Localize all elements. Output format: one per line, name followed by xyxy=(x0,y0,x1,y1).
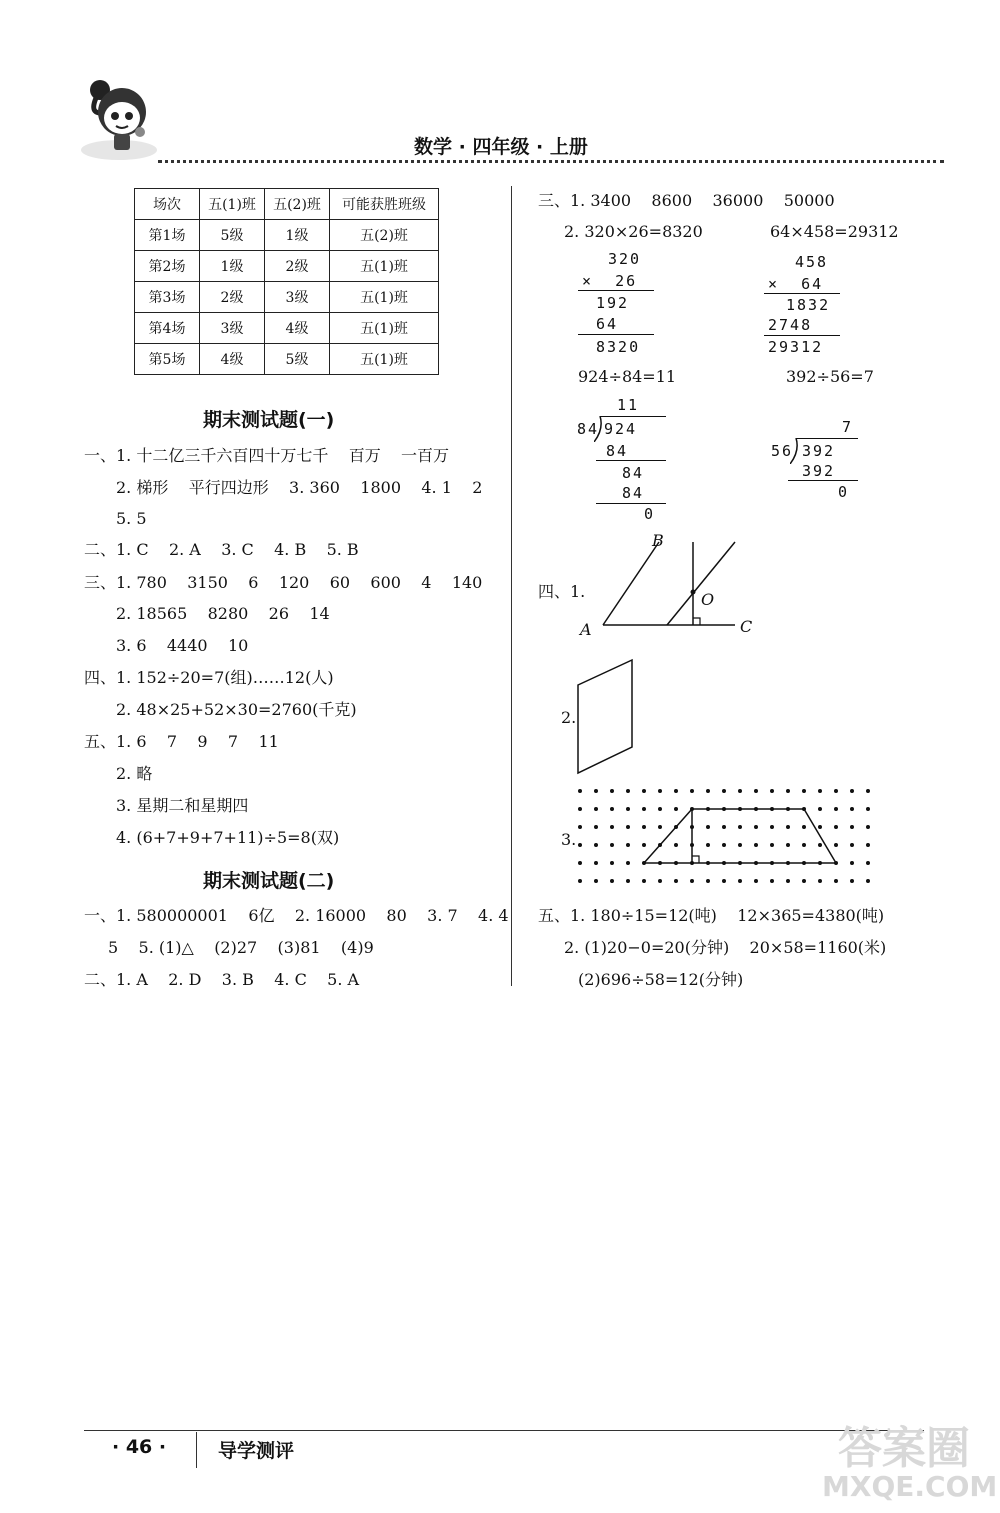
table-cell: 1级 xyxy=(265,220,330,251)
grid-dot xyxy=(642,789,646,793)
grid-dot xyxy=(578,825,582,829)
grid-dot xyxy=(626,825,630,829)
division-bracket-icon xyxy=(790,438,800,464)
grid-dot xyxy=(818,789,822,793)
answer-line: 2. (1)20−0=20(分钟) 20×58=1160(米) xyxy=(564,938,887,957)
table-cell: 4级 xyxy=(265,313,330,344)
grid-dot xyxy=(594,825,598,829)
table-cell: 五(1)班 xyxy=(330,282,439,313)
div2-rule xyxy=(788,480,858,481)
table-header-cell: 五(1)班 xyxy=(200,189,265,220)
parallelogram-figure xyxy=(572,655,642,780)
grid-dot xyxy=(610,807,614,811)
grid-dot xyxy=(706,825,710,829)
grid-dot xyxy=(770,825,774,829)
mul1-line: 8320 xyxy=(596,338,641,356)
table-cell: 4级 xyxy=(200,344,265,375)
table-cell: 5级 xyxy=(200,220,265,251)
div1-step: 84 xyxy=(622,484,645,502)
grid-dot xyxy=(722,825,726,829)
table-row xyxy=(135,344,439,375)
grid-dot xyxy=(706,789,710,793)
grid-dot xyxy=(866,825,870,829)
footer-divider xyxy=(196,1432,197,1468)
grid-dot xyxy=(834,789,838,793)
mul1-line: 320 xyxy=(608,250,642,268)
grid-dot xyxy=(850,807,854,811)
table-header-cell: 可能获胜班级 xyxy=(330,189,439,220)
table-cell: 1级 xyxy=(200,251,265,282)
answer-line: 392÷56=7 xyxy=(786,367,874,386)
div1-rule xyxy=(596,460,666,461)
grid-dot xyxy=(834,843,838,847)
grid-dot xyxy=(674,843,678,847)
grid-dot xyxy=(738,825,742,829)
grid-dot xyxy=(818,843,822,847)
div1-bar xyxy=(600,416,666,417)
table-cell: 第5场 xyxy=(135,344,200,375)
grid-dot xyxy=(594,879,598,883)
grid-dot xyxy=(626,807,630,811)
grid-dot xyxy=(626,843,630,847)
grid-dot xyxy=(610,879,614,883)
div1-quotient: 11 xyxy=(617,396,640,414)
answer-line: (2)696÷58=12(分钟) xyxy=(578,970,744,989)
grid-dot xyxy=(706,843,710,847)
grid-dot xyxy=(850,861,854,865)
column-divider xyxy=(511,186,512,986)
grid-dot xyxy=(578,789,582,793)
point-label-b: B xyxy=(652,531,664,550)
grid-dot xyxy=(610,861,614,865)
table-cell: 2级 xyxy=(265,251,330,282)
grid-dot xyxy=(786,843,790,847)
grid-dot xyxy=(610,843,614,847)
mul1-rule xyxy=(578,334,654,335)
grid-dot xyxy=(866,789,870,793)
table-header-cell: 场次 xyxy=(135,189,200,220)
table-cell: 五(1)班 xyxy=(330,344,439,375)
div2-bar xyxy=(796,438,858,439)
grid-dot xyxy=(722,843,726,847)
table-cell: 五(1)班 xyxy=(330,313,439,344)
dot-grid-trapezoid xyxy=(572,782,882,892)
answer-line: 64×458=29312 xyxy=(770,222,899,241)
table-row xyxy=(135,220,439,251)
table-row xyxy=(135,282,439,313)
mul2-line: 458 xyxy=(795,253,829,271)
grid-dot xyxy=(578,861,582,865)
grid-dot xyxy=(850,843,854,847)
answer-line: 2. 320×26=8320 xyxy=(564,222,703,241)
grid-dot xyxy=(834,825,838,829)
answer-line: 3. 星期二和星期四 xyxy=(116,796,249,815)
mul2-rule xyxy=(764,335,840,336)
answer-line: 四、1. 152÷20=7(组)……12(人) xyxy=(84,668,334,687)
grid-dot xyxy=(738,789,742,793)
table-header-row xyxy=(135,189,439,220)
watermark-url: MXQE.COM xyxy=(822,1470,998,1503)
footer-brand: 导学测评 xyxy=(218,1440,295,1462)
mul2-line: 1832 xyxy=(786,296,831,314)
grid-dot xyxy=(786,879,790,883)
grid-dot xyxy=(818,807,822,811)
table-row xyxy=(135,313,439,344)
answer-line: 三、1. 780 3150 6 120 60 600 4 140 xyxy=(84,573,483,592)
point-label-o: O xyxy=(701,590,715,609)
table-cell: 2级 xyxy=(200,282,265,313)
division-bracket-icon xyxy=(594,416,604,442)
grid-dot xyxy=(850,789,854,793)
grid-dot xyxy=(850,825,854,829)
grid-dot xyxy=(690,789,694,793)
mascot-logo-icon xyxy=(78,72,160,164)
grid-dot xyxy=(626,879,630,883)
grid-dot xyxy=(674,879,678,883)
div1-step: 84 xyxy=(606,442,629,460)
mul1-rule xyxy=(578,290,654,291)
div1-step: 84 xyxy=(622,464,645,482)
grid-dot xyxy=(642,825,646,829)
grid-dot xyxy=(594,843,598,847)
answer-line: 一、1. 580000001 6亿 2. 16000 80 3. 7 4. 4 xyxy=(84,906,509,925)
div2-step: 392 xyxy=(802,462,836,480)
grid-dot xyxy=(770,789,774,793)
answer-line: 一、1. 十二亿三千六百四十万七千 百万 一百万 xyxy=(84,446,450,465)
table-cell: 五(2)班 xyxy=(330,220,439,251)
grid-dot xyxy=(658,807,662,811)
table-cell: 5级 xyxy=(265,344,330,375)
grid-dot xyxy=(786,789,790,793)
answer-line: 二、1. C 2. A 3. C 4. B 5. B xyxy=(84,540,359,559)
header-rule xyxy=(158,160,944,163)
score-table xyxy=(134,188,439,375)
grid-dot xyxy=(658,825,662,829)
grid-dot xyxy=(866,861,870,865)
grid-dot xyxy=(610,825,614,829)
section-title-test1: 期末测试题(一) xyxy=(203,409,335,431)
answer-line: 5. 5 xyxy=(116,509,147,528)
table-cell: 第3场 xyxy=(135,282,200,313)
grid-dot xyxy=(610,789,614,793)
div2-quotient: 7 xyxy=(842,418,854,436)
mul2-line: 29312 xyxy=(768,338,824,356)
section-title-test2: 期末测试题(二) xyxy=(203,870,335,892)
grid-dot xyxy=(754,843,758,847)
table-cell: 第1场 xyxy=(135,220,200,251)
table-cell: 第4场 xyxy=(135,313,200,344)
div1-rule xyxy=(596,503,666,504)
div1-dividend: 924 xyxy=(604,420,638,438)
grid-dot xyxy=(722,879,726,883)
q4-2-label: 2. xyxy=(561,708,577,727)
grid-dot xyxy=(850,879,854,883)
grid-dot xyxy=(834,807,838,811)
table-header-cell: 五(2)班 xyxy=(265,189,330,220)
grid-dot xyxy=(818,879,822,883)
answer-line: 2. 18565 8280 26 14 xyxy=(116,604,330,623)
grid-dot xyxy=(658,789,662,793)
answer-line: 4. (6+7+9+7+11)÷5=8(双) xyxy=(116,828,340,847)
grid-dot xyxy=(754,789,758,793)
grid-dot xyxy=(866,879,870,883)
grid-dot xyxy=(594,807,598,811)
grid-dot xyxy=(690,879,694,883)
grid-dot xyxy=(578,843,582,847)
table-row xyxy=(135,251,439,282)
answer-line: 五、1. 180÷15=12(吨) 12×365=4380(吨) xyxy=(538,906,885,925)
grid-dot xyxy=(674,789,678,793)
header-title: 数学 · 四年级 · 上册 xyxy=(414,136,588,158)
div2-divisor: 56 xyxy=(771,442,794,460)
grid-dot xyxy=(754,825,758,829)
table-cell: 五(1)班 xyxy=(330,251,439,282)
q4-label: 四、1. xyxy=(538,582,586,601)
point-label-c: C xyxy=(740,617,753,636)
answer-line: 5 5. (1)△ (2)27 (3)81 (4)9 xyxy=(108,938,374,957)
div1-remainder: 0 xyxy=(644,505,656,523)
grid-dot xyxy=(738,879,742,883)
grid-dot xyxy=(786,825,790,829)
grid-dot xyxy=(578,879,582,883)
page-number: · 46 · xyxy=(112,1436,167,1458)
grid-dot xyxy=(866,807,870,811)
mul2-rule xyxy=(764,293,840,294)
grid-dot xyxy=(706,879,710,883)
grid-dot xyxy=(770,879,774,883)
q4-3-label: 3. xyxy=(561,830,577,849)
grid-dot xyxy=(594,861,598,865)
grid-dot xyxy=(642,879,646,883)
grid-dot xyxy=(770,843,774,847)
mul1-line: 64 xyxy=(596,315,619,333)
grid-dot xyxy=(642,807,646,811)
grid-dot xyxy=(674,807,678,811)
div2-dividend: 392 xyxy=(802,442,836,460)
answer-line: 924÷84=11 xyxy=(578,367,677,386)
trapezoid-shape xyxy=(644,809,836,863)
grid-dot xyxy=(802,789,806,793)
grid-dot xyxy=(802,825,806,829)
grid-dot xyxy=(866,843,870,847)
answer-line: 五、1. 6 7 9 7 11 xyxy=(84,732,279,751)
table-cell: 3级 xyxy=(265,282,330,313)
grid-dot xyxy=(802,843,806,847)
mul2-line: × 64 xyxy=(768,275,824,293)
footer-rule xyxy=(84,1430,924,1431)
mul2-line: 2748 xyxy=(768,316,813,334)
mul1-line: × 26 xyxy=(582,272,638,290)
grid-dot xyxy=(658,879,662,883)
answer-line: 2. 梯形 平行四边形 3. 360 1800 4. 1 2 xyxy=(116,478,483,497)
grid-dot xyxy=(834,879,838,883)
answer-line: 3. 6 4440 10 xyxy=(116,636,249,655)
div2-remainder: 0 xyxy=(838,483,850,501)
mul1-line: 192 xyxy=(596,294,630,312)
answer-line: 二、1. A 2. D 3. B 4. C 5. A xyxy=(84,970,360,989)
table-cell: 第2场 xyxy=(135,251,200,282)
grid-dot xyxy=(578,807,582,811)
div1-divisor: 84 xyxy=(577,420,600,438)
grid-dot xyxy=(626,789,630,793)
answer-line: 三、1. 3400 8600 36000 50000 xyxy=(538,191,835,210)
grid-dot xyxy=(626,861,630,865)
watermark-logo: 答案圈 xyxy=(838,1423,970,1474)
grid-dot xyxy=(722,789,726,793)
answer-line: 2. 略 xyxy=(116,764,153,783)
point-label-a: A xyxy=(580,620,592,639)
grid-dot xyxy=(802,879,806,883)
answer-line: 2. 48×25+52×30=2760(千克) xyxy=(116,700,357,719)
grid-dot xyxy=(818,825,822,829)
table-cell: 3级 xyxy=(200,313,265,344)
grid-dot xyxy=(594,789,598,793)
grid-dot xyxy=(754,879,758,883)
grid-dot xyxy=(738,843,742,847)
grid-dot xyxy=(642,843,646,847)
